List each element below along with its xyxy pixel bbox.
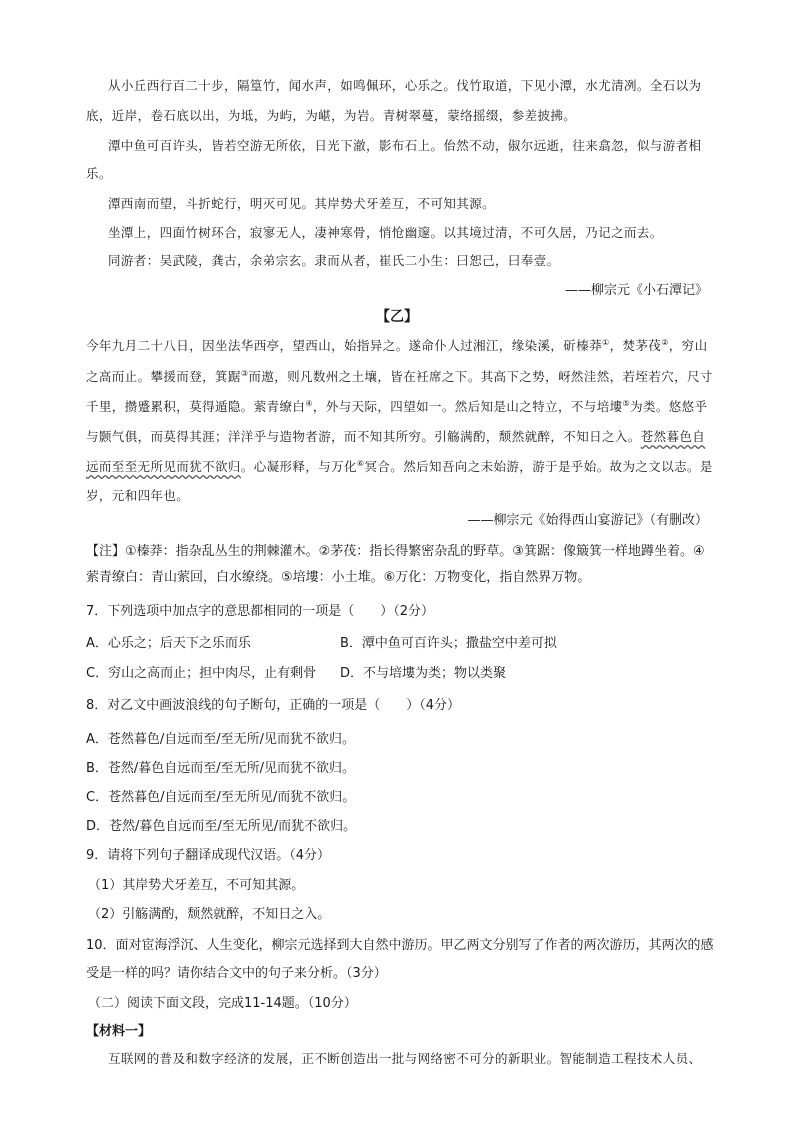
question-8-option-b: B．苍然/暮色自远而至/至无所/见而犹不欲归。 bbox=[86, 761, 356, 776]
question-10-line-1: 10．面对宦海浮沉、人生变化，柳宗元选择到大自然中游历。甲乙两文分别写了作者的两次游历，其两次的感 bbox=[86, 938, 714, 953]
yi-line-3-text-a: 千里，攒蹙累积，莫得遁隐。萦青缭白 bbox=[86, 399, 306, 414]
question-8-option-a: A．苍然暮色/自远而至/至无所/见而犹不欲归。 bbox=[86, 732, 356, 747]
yi-line-5-text-b: 冥合。然后知吾向之未始游，游于是乎始。故为之文以志。是 bbox=[364, 459, 713, 474]
question-8-option-c: C．苍然暮色/自远而至/至无所见/而犹不欲归。 bbox=[86, 790, 356, 805]
question-10-line-2: 受是一样的吗？请你结合文中的句子来分析。（3分） bbox=[86, 966, 387, 981]
question-7-option-b: B．潭中鱼可百许头；撒盐空中差可拟 bbox=[340, 636, 557, 651]
section-2-title: （二）阅读下面文段，完成11-14题。（10分） bbox=[88, 996, 357, 1011]
question-8-option-d: D．苍然/暮色自远而至/至无所见/而犹不欲归。 bbox=[86, 819, 357, 834]
material-1-heading: 【材料一】 bbox=[86, 1024, 152, 1039]
note-marker-4: ④ bbox=[305, 398, 313, 408]
notes-line-2: 萦青缭白：青山萦回，白水缭绕。⑤培塿：小土堆。⑥万化：万物变化，指自然界万物。 bbox=[86, 570, 591, 585]
yi-line-1-text-b: ，焚茅茷 bbox=[609, 338, 662, 353]
jia-paragraph-1-line-1: 从小丘西行百二十步，隔篁竹，闻水声，如鸣佩环，心乐之。伐竹取道，下见小潭，水尤清冽。全石以为 bbox=[108, 78, 702, 93]
yi-line-2-text-b: 而遨，则凡数州之土壤，皆在衽席之下。其高下之势，岈然洼然，若垤若穴，尺寸 bbox=[248, 369, 713, 384]
material-1-text: 互联网的普及和数字经济的发展，正不断创造出一批与网络密不可分的新职业。智能制造工程技术人员、 bbox=[108, 1051, 702, 1066]
yi-line-1-text-c: ，穷山 bbox=[668, 338, 708, 353]
yi-line-1-text-a: 今年九月二十八日，因坐法华西亭，望西山，始指异之。遂命仆人过湘江，缘染溪，斫榛莽 bbox=[86, 338, 603, 353]
question-7-option-c: C．穷山之高而止；担中肉尽，止有剩骨 bbox=[86, 666, 317, 681]
note-marker-1: ① bbox=[602, 337, 610, 347]
yi-line-3-text-c: 为类。悠悠乎 bbox=[630, 399, 708, 414]
yi-line-3-text-b: ，外与天际，四望如一。然后知是山之特立，不与培塿 bbox=[312, 399, 623, 414]
note-marker-3: ③ bbox=[240, 368, 249, 378]
question-9-stem: 9．请将下列句子翻译成现代汉语。（4分） bbox=[86, 848, 331, 863]
question-8-stem: 8．对乙文中画波浪线的句子断句，正确的一项是（ ）（4分） bbox=[86, 698, 461, 713]
yi-source: ——柳宗元《始得西山宴游记》（有删改） bbox=[467, 513, 708, 528]
jia-paragraph-3: 潭西南而望，斗折蛇行，明灭可见。其岸势犬牙差互，不可知其源。 bbox=[108, 196, 496, 211]
question-9-sentence-2: （2）引觞满酌，颓然就醉，不知日之入。 bbox=[88, 907, 331, 922]
yi-line-6: 岁，元和四年也。 bbox=[86, 488, 190, 503]
yi-line-4-text: 与颢气俱，而莫得其涯；洋洋乎与造物者游，而不知其所穷。引觞满酌，颓然就醉，不知日之入。 bbox=[86, 429, 641, 444]
jia-paragraph-1-line-2: 底，近岸，卷石底以出，为坻，为屿，为嵁，为岩。青树翠蔓，蒙络摇缀，参差披拂。 bbox=[86, 108, 577, 123]
jia-paragraph-4: 坐潭上，四面竹树环合，寂寥无人，凄神寒骨，悄怆幽邃。以其境过清，不可久居，乃记之而去。 bbox=[108, 225, 663, 240]
notes-line-1: 【注】①榛莽：指杂乱丛生的荆棘灌木。②茅茷：指长得繁密杂乱的野草。③箕踞：像簸箕一样地蹲坐着。④ bbox=[86, 544, 705, 559]
yi-line-4 bbox=[86, 427, 705, 445]
yi-line-1 bbox=[86, 336, 707, 354]
yi-line-5 bbox=[86, 457, 713, 475]
note-marker-6: ⑥ bbox=[356, 458, 365, 468]
jia-paragraph-2-line-1: 潭中鱼可百许头，皆若空游无所依，日光下澈，影布石上。佁然不动，俶尔远逝，往来翕忽，似与游者相 bbox=[108, 138, 702, 153]
yi-heading: 【乙】 bbox=[376, 309, 418, 325]
note-marker-2: ② bbox=[661, 337, 669, 347]
wavy-underlined-sentence-part-2: 远而至至无所见而犹不欲归 bbox=[86, 459, 241, 474]
question-7-option-d: D．不与培塿为类；物以类聚 bbox=[340, 666, 507, 681]
jia-paragraph-5: 同游者：吴武陵，龚古，余弟宗玄。隶而从者，崔氏二小生：曰恕己，曰奉壹。 bbox=[108, 253, 560, 268]
yi-line-2-text-a: 之高而止。攀援而登，箕踞 bbox=[86, 369, 241, 384]
jia-paragraph-2-line-2: 乐。 bbox=[86, 166, 112, 181]
note-marker-5: ⑤ bbox=[622, 398, 631, 408]
question-7-option-a: A．心乐之；后天下之乐而乐 bbox=[86, 636, 251, 651]
question-7-stem: 7．下列选项中加点字的意思都相同的一项是（ ）（2分） bbox=[86, 604, 435, 619]
yi-line-5-text-a: 。心凝形释，与万化 bbox=[240, 459, 357, 474]
yi-line-3 bbox=[86, 397, 707, 415]
question-9-sentence-1: （1）其岸势犬牙差互，不可知其源。 bbox=[88, 878, 305, 893]
jia-source: ——柳宗元《小石潭记》 bbox=[564, 283, 708, 298]
yi-line-2 bbox=[86, 367, 713, 385]
wavy-underlined-sentence-part-1: 苍然暮色自 bbox=[640, 429, 706, 444]
